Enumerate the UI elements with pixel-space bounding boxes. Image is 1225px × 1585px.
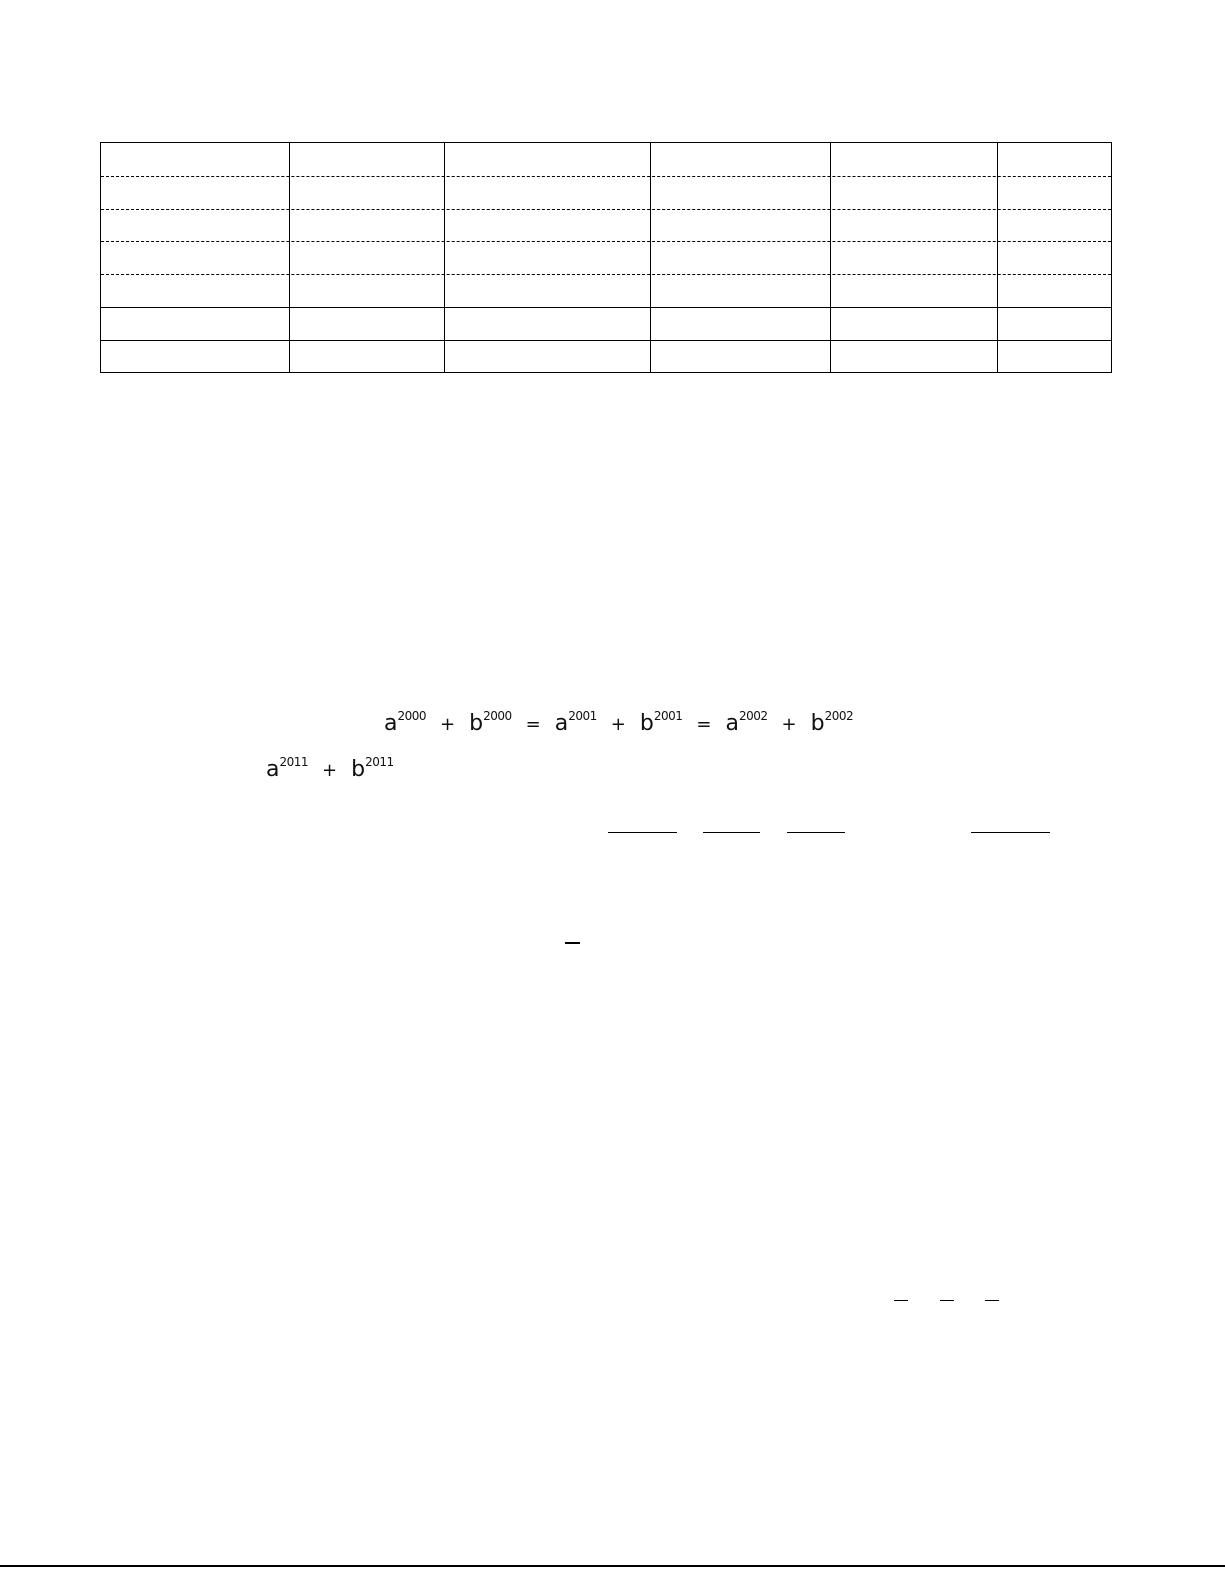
exponent: 2002 (824, 709, 854, 723)
equals-sign: = (525, 714, 541, 735)
term-b: b (810, 711, 825, 736)
footer-rule (0, 1565, 1225, 1567)
term-a: a (384, 711, 398, 736)
term-b: b (351, 757, 366, 782)
fraction-bar (565, 942, 580, 944)
fraction-bar (985, 1300, 999, 1301)
exponent: 2000 (397, 709, 427, 723)
plus-sign: + (781, 714, 797, 735)
table-column-divider (289, 143, 290, 372)
term-b: b (469, 711, 484, 736)
exponent: 2001 (568, 709, 597, 723)
exponent: 2002 (738, 709, 768, 723)
term-a: a (554, 711, 569, 736)
fraction-bar (608, 832, 677, 833)
table-row-divider (101, 340, 1111, 341)
fraction-bar (971, 832, 1050, 833)
plus-sign: + (440, 714, 456, 735)
table-row-divider (101, 176, 1111, 177)
term-a: a (725, 711, 739, 736)
fraction-bar (894, 1300, 908, 1301)
exponent: 2011 (365, 755, 394, 769)
term-a: a (266, 757, 280, 782)
exponent: 2001 (653, 709, 683, 723)
power-equation (384, 709, 854, 736)
table-column-divider (830, 143, 831, 372)
plus-sign: + (610, 714, 626, 735)
table-row-divider (101, 241, 1111, 242)
table-column-divider (650, 143, 651, 372)
exponent: 2000 (483, 709, 512, 723)
equals-sign: = (696, 714, 712, 735)
data-table (100, 142, 1112, 373)
table-column-divider (997, 143, 998, 372)
fraction-bar (787, 832, 845, 833)
exponent: 2011 (279, 755, 309, 769)
table-row-divider (101, 307, 1111, 308)
fraction-bar (940, 1300, 954, 1301)
power-sum-expression (266, 755, 394, 782)
term-b: b (639, 711, 654, 736)
plus-sign: + (322, 760, 338, 781)
table-column-divider (444, 143, 445, 372)
table-row-divider (101, 209, 1111, 210)
fraction-bar (703, 832, 760, 833)
table-row-divider (101, 274, 1111, 275)
